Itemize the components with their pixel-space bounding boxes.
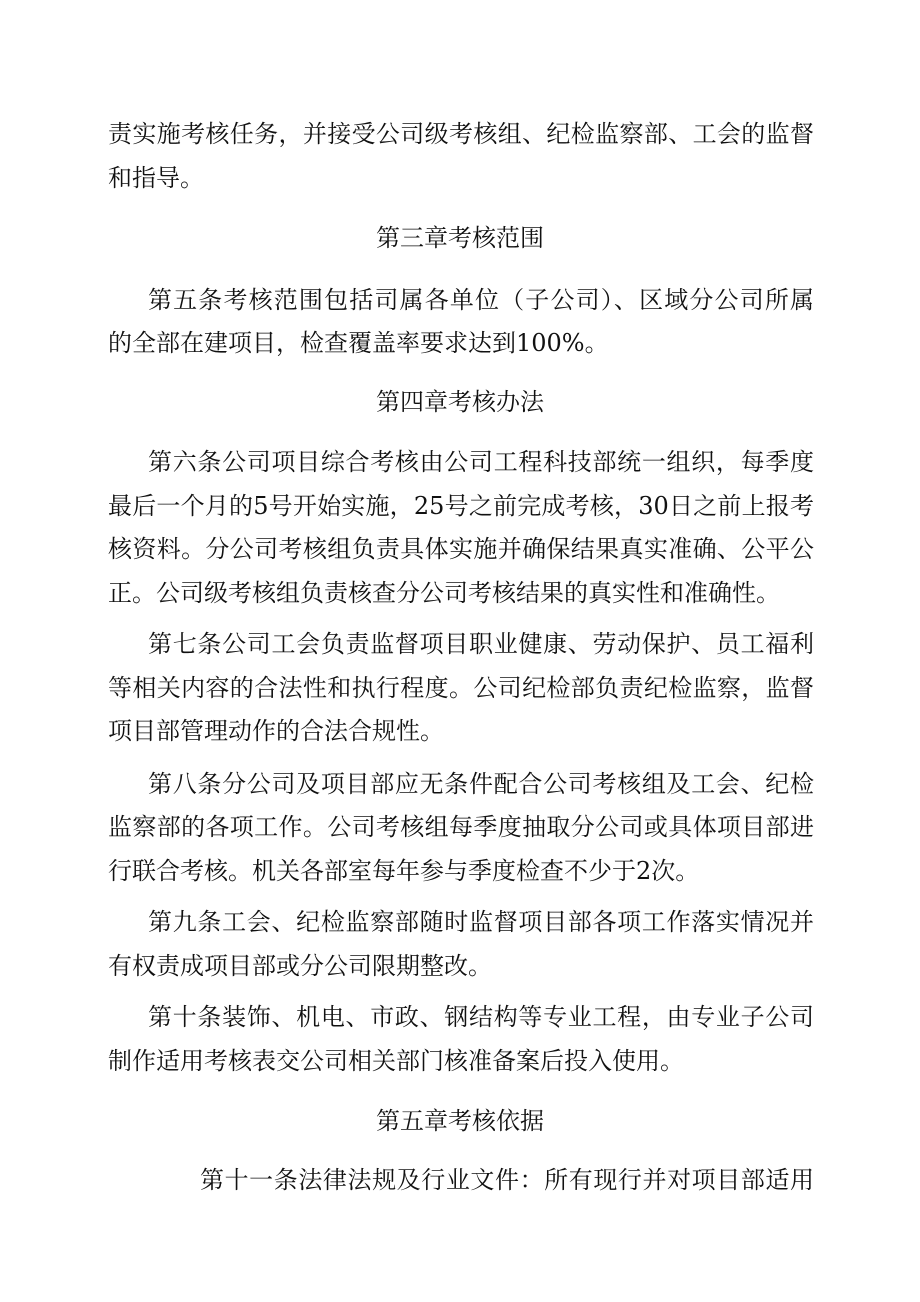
paragraph-line: 行联合考核。机关各部室每年参与季度检查不少于2次。 [108, 857, 700, 885]
paragraph-line: 和指导。 [108, 164, 204, 192]
paragraph-line: 最后一个月的5号开始实施，25号之前完成考核，30日之前上报考 [108, 492, 814, 520]
chapter-heading: 第四章考核办法 [376, 388, 544, 416]
paragraph-line: 等相关内容的合法性和执行程度。公司纪检部负责纪检监察，监督 [108, 674, 814, 702]
paragraph-line: 第五条考核范围包括司属各单位（子公司）、区域分公司所属 [148, 286, 814, 314]
paragraph-line: 第六条公司项目综合考核由公司工程科技部统一组织，每季度 [148, 448, 814, 476]
paragraph-line: 正。公司级考核组负责核查分公司考核结果的真实性和准确性。 [108, 579, 780, 607]
chapter-heading: 第三章考核范围 [376, 224, 544, 252]
paragraph-line: 责实施考核任务，并接受公司级考核组、纪检监察部、工会的监督 [108, 120, 814, 148]
paragraph-line: 第十一条法律法规及行业文件：所有现行并对项目部适用 [200, 1166, 814, 1194]
paragraph-line: 第七条公司工会负责监督项目职业健康、劳动保护、员工福利 [148, 630, 814, 658]
chapter-heading: 第五章考核依据 [376, 1107, 544, 1135]
paragraph-line: 项目部管理动作的合法合规性。 [108, 717, 444, 745]
paragraph-line: 监察部的各项工作。公司考核组每季度抽取分公司或具体项目部进 [108, 813, 814, 841]
paragraph-line: 第八条分公司及项目部应无条件配合公司考核组及工会、纪检 [148, 770, 814, 798]
paragraph-line: 第十条装饰、机电、市政、钢结构等专业工程，由专业子公司 [148, 1003, 814, 1031]
paragraph-line: 的全部在建项目，检查覆盖率要求达到100%。 [108, 329, 609, 357]
paragraph-line: 有权责成项目部或分公司限期整改。 [108, 952, 492, 980]
paragraph-line: 制作适用考核表交公司相关部门核准备案后投入使用。 [108, 1047, 684, 1075]
paragraph-line: 核资料。分公司考核组负责具体实施并确保结果真实准确、公平公 [108, 535, 814, 563]
paragraph-line: 第九条工会、纪检监察部随时监督项目部各项工作落实情况并 [148, 908, 814, 936]
